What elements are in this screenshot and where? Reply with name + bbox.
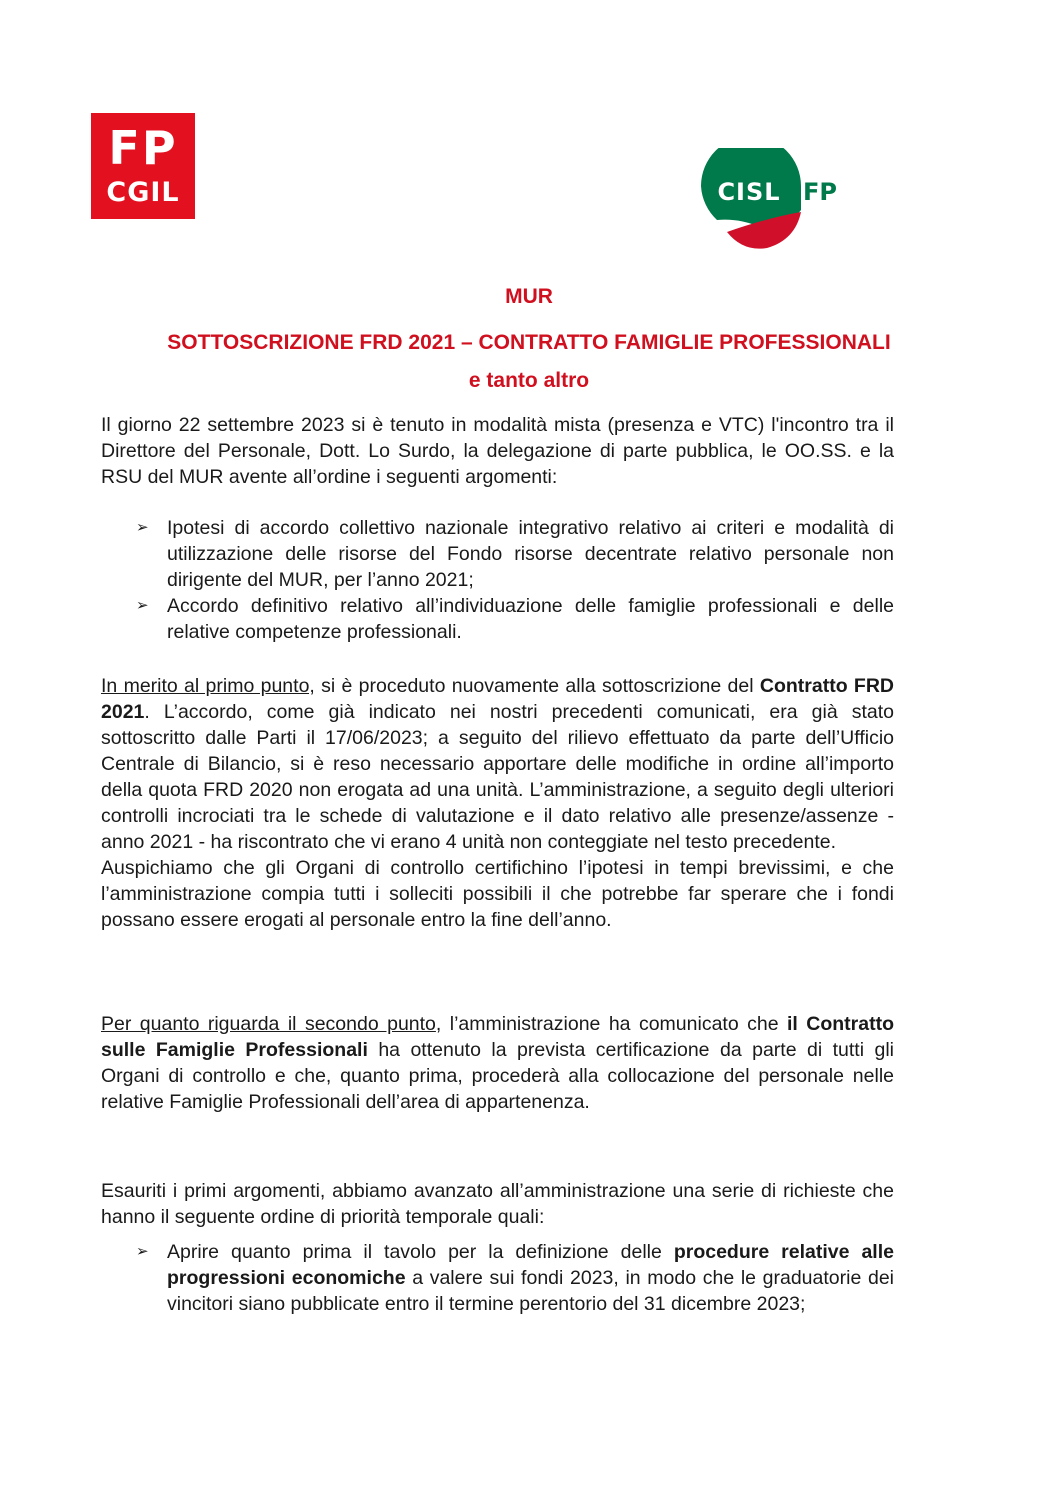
section-second-point-text: ha ottenuto la prevista certificazione da parte di tutti gli Organi di controllo e che, quanto prima, procederà alla collocazione del personale nelle relative Famiglie Professionali dell’area di appartenenza. bbox=[101, 1039, 894, 1113]
contract-families-highlight: il Contratto sulle Famiglie Professionali bbox=[101, 1013, 894, 1061]
section-second-point-lead: Per quanto riguarda il secondo punto bbox=[101, 1013, 436, 1035]
fp-cgil-logo-line1: FP bbox=[108, 121, 178, 175]
section-first-point-paragraph bbox=[101, 673, 894, 855]
document-title-main: SOTTOSCRIZIONE FRD 2021 – CONTRATTO FAMIGLIE PROFESSIONALI bbox=[167, 331, 891, 354]
fp-cgil-logo-line2: CGIL bbox=[106, 177, 180, 208]
section-first-point bbox=[101, 673, 894, 933]
section-second-point-text: , l’amministrazione ha comunicato che bbox=[435, 1013, 787, 1035]
section-first-point-lead: In merito al primo punto, bbox=[101, 675, 315, 697]
cisl-fp-logo-text: FP bbox=[803, 178, 837, 206]
intro-paragraph: Il giorno 22 settembre 2023 si è tenuto in modalità mista (presenza e VTC) l'incontro tra il Direttore del Personale, Dott. Lo Surdo, la delegazione di parte pubblica, le OO.SS. e la RSU del MUR avente all’ordine i seguenti argomenti: bbox=[101, 414, 894, 488]
agenda-item-text: Accordo definitivo relativo all’individuazione delle famiglie professionali e delle relative competenze professionali. bbox=[167, 595, 894, 643]
procedures-highlight: procedure relative alle progressioni economiche bbox=[167, 1241, 894, 1289]
arrow-bullet-icon: ➢ bbox=[136, 597, 149, 614]
section-second-point-paragraph bbox=[101, 1011, 894, 1115]
request-item-text: Aprire quanto prima il tavolo per la definizione delle bbox=[167, 1241, 674, 1263]
section-first-point-text: . L’accordo, come già indicato nei nostri precedenti comunicati, era già stato sottoscritto dalle Parti il 17/06/2023; a seguito del rilievo effettuato da parte dell’Ufficio Centrale di Bilancio, si è reso necessario apportare delle modifiche in ordine all’importo della quota FRD 2020 non erogata ad una unità. L’amministrazione, a seguito degli ulteriori controlli incrociati tra le schede di valutazione e il dato relativo alle presenze/assenze - anno 2021 - ha riscontrato che vi erano 4 unità non conteggiate nel testo precedente. bbox=[101, 701, 894, 853]
document-subtitle: e tanto altro bbox=[468, 369, 590, 392]
contract-frd-highlight: Contratto FRD 2021 bbox=[101, 675, 894, 723]
section-second-point bbox=[101, 1011, 894, 1115]
request-item-text: a valere sui fondi 2023, in modo che le graduatorie dei vincitori siano pubblicate entro il termine perentorio del 31 dicembre 2023; bbox=[167, 1267, 894, 1315]
cisl-logo-text: CISL bbox=[717, 178, 781, 206]
agenda-item-text: Ipotesi di accordo collettivo nazionale integrativo relativo ai criteri e modalità di utilizzazione delle risorse del Fondo risorse decentrate relativo personale non dirigente del MUR, per l’anno 2021; bbox=[167, 517, 894, 591]
requests-list bbox=[136, 1239, 894, 1317]
arrow-bullet-icon: ➢ bbox=[136, 519, 149, 536]
fp-cgil-logo bbox=[91, 113, 195, 219]
requests-intro: Esauriti i primi argomenti, abbiamo avanzato all’amministrazione una serie di richieste che hanno il seguente ordine di priorità temporale quali: bbox=[101, 1180, 894, 1228]
document-title-mur: MUR bbox=[505, 285, 553, 308]
request-item bbox=[136, 1239, 894, 1317]
cisl-fp-logo bbox=[697, 148, 857, 250]
agenda-item bbox=[136, 593, 894, 645]
section-first-point-wish: Auspichiamo che gli Organi di controllo certifichino l’ipotesi in tempi brevissimi, e che l’amministrazione compia tutti i solleciti possibili il che potrebbe far sperare che i fondi possano essere erogati al personale entro la fine dell’anno. bbox=[101, 857, 894, 931]
agenda-item bbox=[136, 515, 894, 593]
section-first-point-text: si è proceduto nuovamente alla sottoscrizione del bbox=[314, 675, 760, 697]
agenda-list bbox=[136, 515, 894, 645]
arrow-bullet-icon: ➢ bbox=[136, 1243, 149, 1260]
